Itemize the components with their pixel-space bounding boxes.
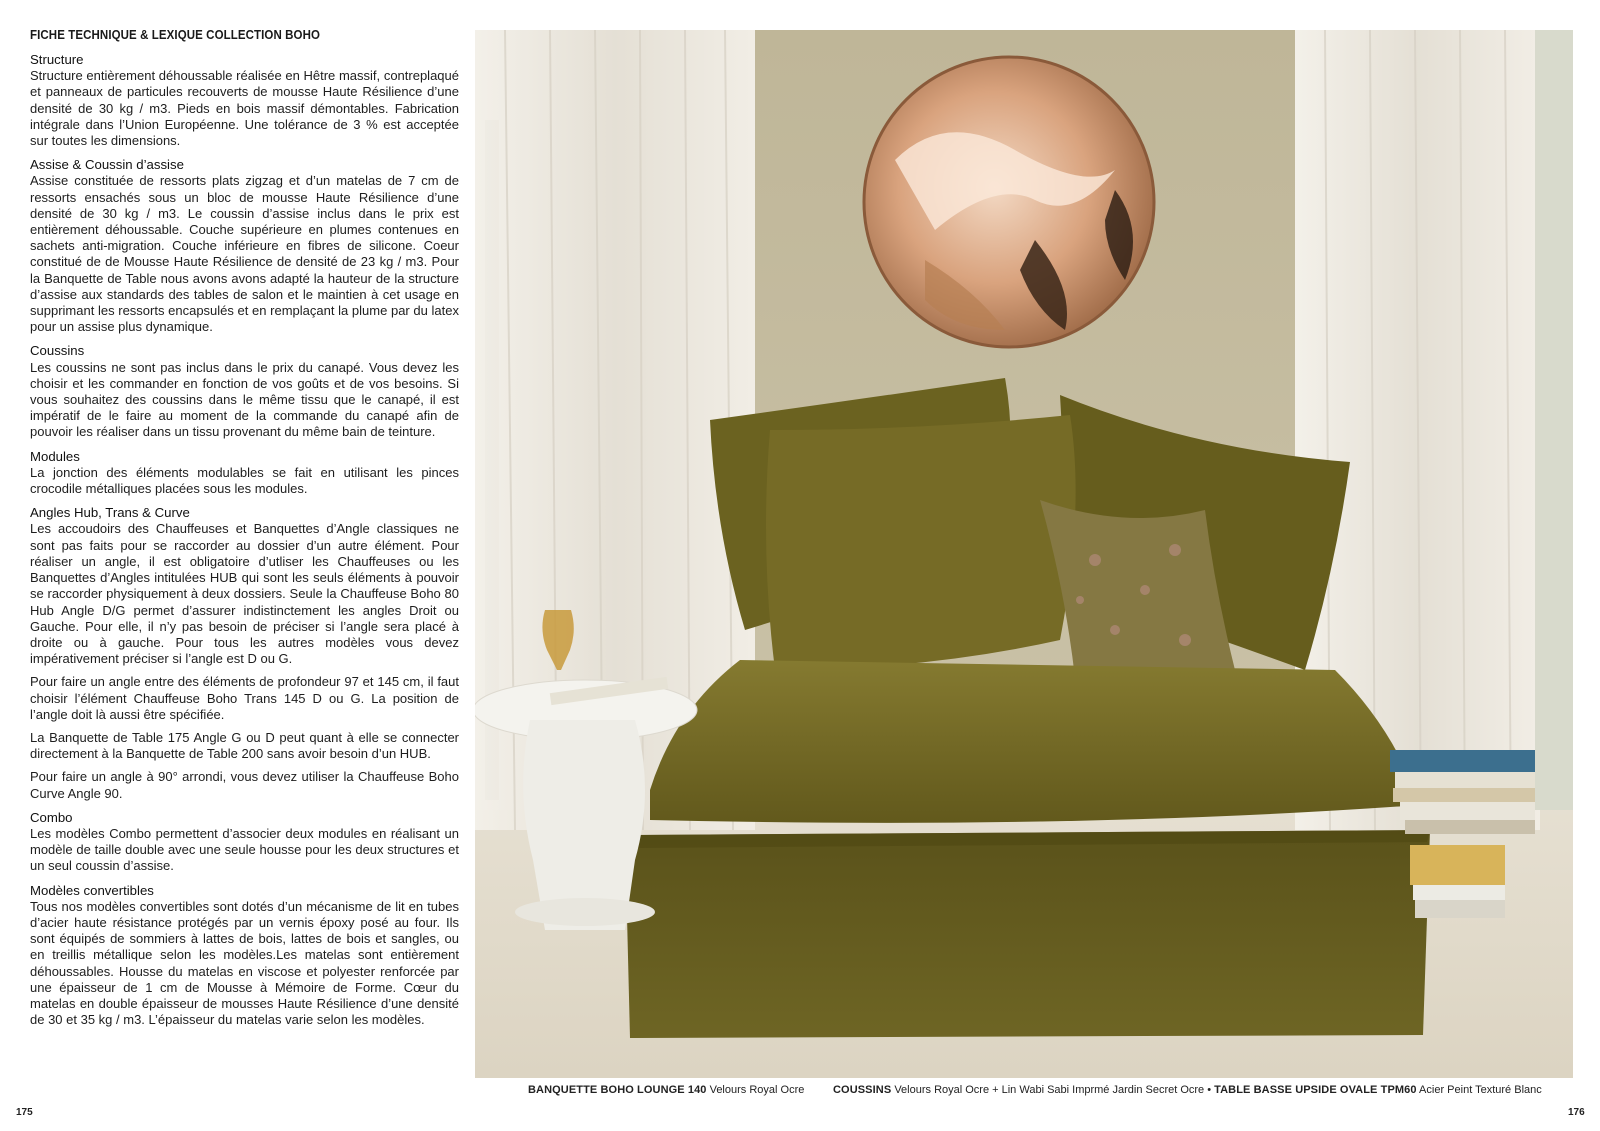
section-paragraph: Les modèles Combo permettent d’associer deux modules en réalisant un modèle de taille double avec une seule housse pour les deux structures et un seul coussin d’assise.: [30, 825, 459, 874]
table-name: TABLE BASSE UPSIDE OVALE TPM60: [1214, 1084, 1417, 1096]
product-photo: [475, 30, 1573, 1078]
page-number-right: 176: [1568, 1107, 1585, 1118]
table-finish: Acier Peint Texturé Blanc: [1416, 1084, 1542, 1096]
product-caption: [528, 1084, 804, 1096]
section: [30, 505, 459, 801]
section-paragraph: Pour faire un angle à 90° arrondi, vous devez utiliser la Chauffeuse Boho Curve Angle 90.: [30, 769, 459, 801]
section-heading: Assise & Coussin d’assise: [30, 157, 184, 173]
section: [30, 449, 459, 498]
page-number-left: 175: [16, 1107, 33, 1118]
section: [30, 52, 459, 149]
accessories-caption: [833, 1084, 1542, 1096]
section-heading: Angles Hub, Trans & Curve: [30, 505, 190, 521]
section-paragraph: Assise constituée de ressorts plats zigzag et d’un matelas de 7 cm de ressorts ensachés sous un bloc de mousse Haute Résilience d’une densité de 30 kg / m3. Le coussin d’assise inclus dans le prix est entièrement déhoussable. Couche supérieure en plumes contenues en sachets anti-migration. Couche inférieure en fibres de silicone. Coeur constitué de de Mousse Haute Résilience de densité de 23 kg / m3. Pour la Banquette de Table nous avons avons adapté la hauteur de la structure d’assise aux standards des tables de salon et le maintien à cet usage en supprimant les ressorts encapsulés et en remplaçant la plume par du latex pour un assise plus dynamique.: [30, 173, 459, 335]
section: [30, 343, 459, 440]
section-paragraph: Structure entièrement déhoussable réalisée en Hêtre massif, contreplaqué et panneaux de particules recouverts de mousse Haute Résilience d’une densité de 30 kg / m3. Pieds en bois massif démontables. Fabrication intégrale dans l’Union Européenne. Une tolérance de 3 % est acceptée sur toutes les dimensions.: [30, 68, 459, 149]
section-heading: Modèles convertibles: [30, 882, 154, 898]
product-name: BANQUETTE BOHO LOUNGE 140: [528, 1084, 707, 1096]
section-heading: Coussins: [30, 343, 85, 359]
sections-container: [30, 52, 459, 1028]
section-paragraph: Tous nos modèles convertibles sont dotés d’un mécanisme de lit en tubes d’acier haute résistance protégés par un vernis époxy posé au four. Ils sont équipés de sommiers à lattes de bois, lattes de bois et sangles, ou en treillis métallique selon les modèles.Les matelas sont entièrement déhoussables. Housse du matelas en viscose et polyester renforcée par une épaisseur de 1 cm de Mousse à Mémoire de Forme. Cœur du matelas en double épaisseur de mousses Haute Résilience d’une densité de 30 et 35 kg / m3. L’épaisseur du matelas varie selon les modèles.: [30, 898, 459, 1028]
lounge-scene-illustration: [475, 30, 1573, 1078]
page-title: FICHE TECHNIQUE & LEXIQUE COLLECTION BOHO: [30, 28, 321, 42]
section-paragraph: Les accoudoirs des Chauffeuses et Banquettes d’Angle classiques ne sont pas faits pour se raccorder au dossier d’un autre élément. Pour réaliser un angle, il est obligatoire d’utliser les Chauffeuses ou les Banquettes d’Angles intitulées HUB qui sont les seuls éléments à pouvoir se raccorder physiquement à deux dossiers. Seule la Chauffeuse Boho 80 Hub Angle D/G permet d’assurer indistinctement les angles Droit ou Gauche. Pour elle, il n’y pas besoin de préciser si l’angle sera placé à droite ou à gauche. Pour tous les autres modèles vous devez impérativement préciser si l’angle est D ou G.: [30, 521, 459, 667]
section-paragraph: Pour faire un angle entre des éléments de profondeur 97 et 145 cm, il faut choisir l’élément Chauffeuse Boho Trans 145 D ou G. La position de l’angle doit là aussi être spécifiée.: [30, 674, 459, 722]
section-heading: Combo: [30, 809, 73, 825]
section-paragraph: La jonction des éléments modulables se fait en utilisant les pinces crocodile métalliques placées sous les modules.: [30, 464, 459, 497]
section: [30, 883, 459, 1029]
section: [30, 810, 459, 875]
section-paragraph: La Banquette de Table 175 Angle G ou D peut quant à elle se connecter directement à la Banquette de Table 200 sans avoir besoin d’un HUB.: [30, 729, 459, 762]
cushions-label: COUSSINS: [833, 1084, 892, 1096]
section-heading: Modules: [30, 448, 80, 464]
section: [30, 157, 459, 335]
section-paragraph: Les coussins ne sont pas inclus dans le prix du canapé. Vous devez les choisir et les commander en fonction de vos goûts et de vos besoins. Si vous souhaitez des coussins dans le même tissu que le canapé, il est impératif de le faire au moment de la commande du canapé afin de pouvoir les réaliser dans un tissu provenant du même bain de teinture.: [30, 359, 459, 440]
technical-sheet: [30, 28, 459, 1036]
product-fabric: Velours Royal Ocre: [706, 1084, 805, 1096]
cushions-fabric: Velours Royal Ocre + Lin Wabi Sabi Imprmé Jardin Secret Ocre •: [891, 1084, 1215, 1096]
section-heading: Structure: [30, 52, 84, 67]
